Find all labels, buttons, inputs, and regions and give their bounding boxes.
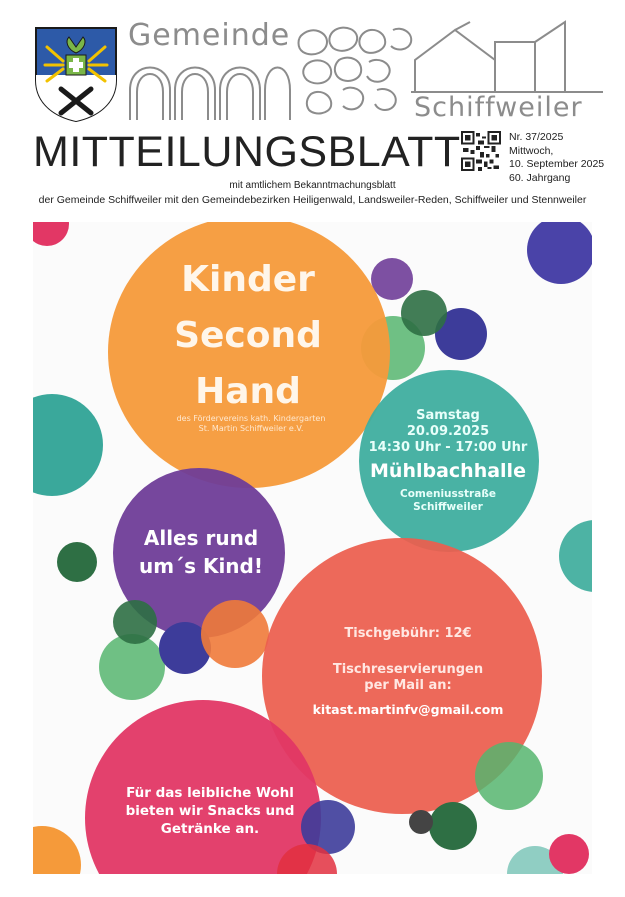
circle-teal-left [33,394,103,496]
issue-date: 10. September 2025 [509,158,605,170]
catering-info [105,784,315,838]
headline-line-1: Kinder [181,259,315,300]
circle-darkgreen-top [401,290,447,336]
circle-darkgreen-bottom [429,802,477,850]
event-town: Schiffweiler [413,501,483,513]
newsletter-title: MITTEILUNGSBLATT [33,128,461,176]
headline-line-2: Second [174,315,322,356]
catering-line-3: Getränke an. [160,821,260,837]
masthead-gemeinde: Gemeinde [128,18,291,53]
event-street: Comeniusstraße [400,488,496,500]
reservation-info [295,662,521,694]
headline-line-3: Hand [195,371,301,412]
subtitle-text-1: mit amtlichem Bekanntmachungsblatt [229,180,396,191]
catering-line-2: bieten wir Snacks und [125,803,295,819]
organizer-line-2: St. Martin Schiffweiler e.V. [198,424,304,433]
catering-line-1: Für das leibliche Wohl [126,785,294,801]
circle-green-bottomright [475,742,543,810]
circle-gray-small [409,810,433,834]
reservation-line-1: Tischreservierungen [332,662,484,677]
circle-teal-right [559,520,592,592]
event-date: 20.09.2025 [406,424,490,439]
circle-green-small-left [57,542,97,582]
event-poster [33,222,592,874]
circle-darkgreen-midleft [113,600,157,644]
table-fee: Tischgebühr: 12€ [344,626,472,641]
qr-code-icon[interactable] [461,131,501,171]
issue-info [509,131,604,185]
event-venue: Mühlbachhalle [370,460,526,482]
masthead [0,0,625,215]
poster-headline [153,252,343,420]
reservation-line-2: per Mail an: [364,678,452,693]
circle-orange-bottomleft [33,826,81,874]
organizer-line-1: des Fördervereins kath. Kindergarten [176,414,326,423]
poster-organizer [151,414,351,434]
circle-orange-mid [201,600,269,668]
issue-volume: 60. Jahrgang [509,171,571,184]
subtitle-line-1 [0,180,625,191]
reservation-email[interactable]: kitast.martinfv@gmail.com [312,702,504,717]
tagline-line-2: um´s Kind! [139,554,263,578]
circle-pink-bottomright [549,834,589,874]
coat-of-arms-icon [33,25,119,123]
issue-weekday: Mittwoch, [509,144,554,157]
event-time: 14:30 Uhr - 17:00 Uhr [368,440,528,455]
subtitle-line-2: der Gemeinde Schiffweiler mit den Gemeindebezirken Heiligenwald, Landsweiler-Reden, Schiffweiler und Stennweiler [38,194,587,206]
poster-tagline [121,524,281,580]
issue-number: Nr. 37/2025 [509,131,564,143]
event-address [363,488,533,514]
tagline-line-1: Alles rund [143,526,259,550]
circle-purple-small [371,258,413,300]
circle-pink-topleft [33,222,69,246]
circle-navy-topright [527,222,592,284]
masthead-town-name: Schiffweiler [414,92,583,123]
poster-date-block [363,408,533,456]
event-day: Samstag [416,408,480,423]
